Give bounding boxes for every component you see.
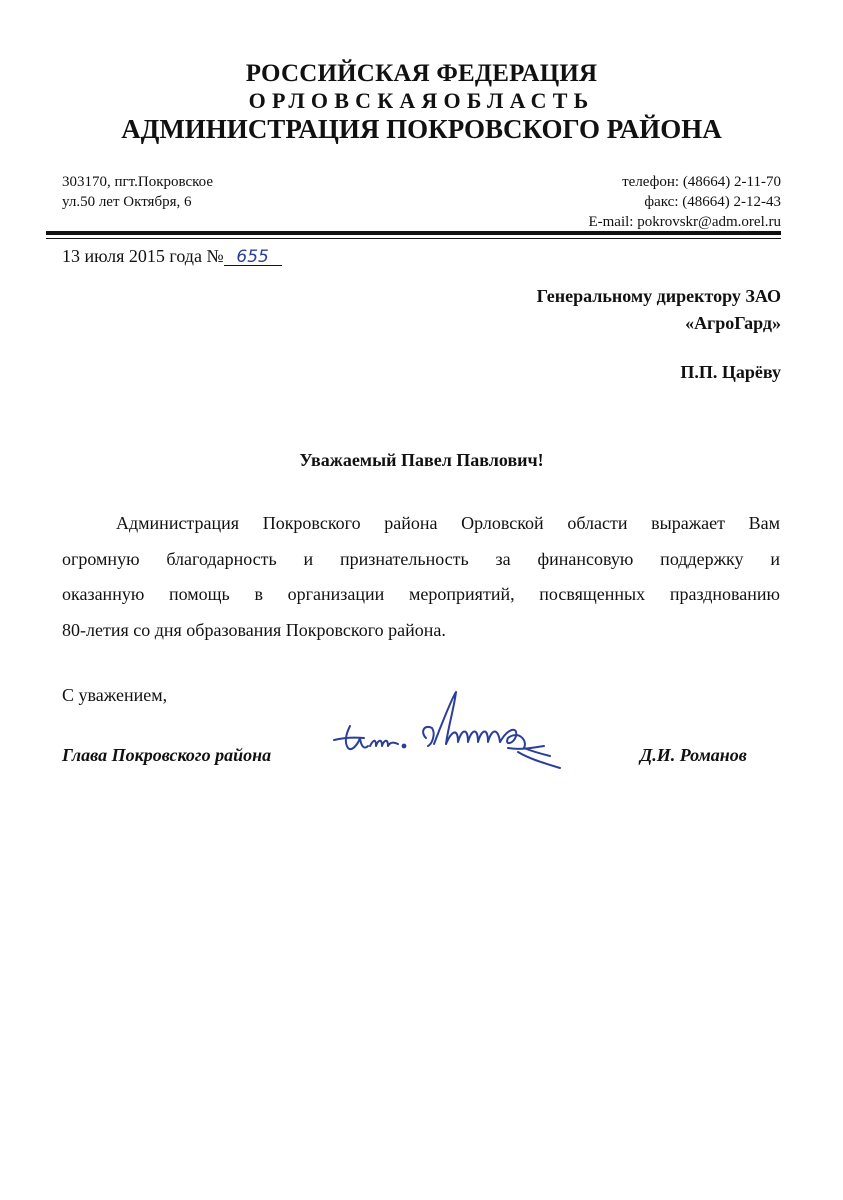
body-line-2: огромную благодарность и признательность за финансовую поддержку и: [62, 548, 780, 569]
sender-contacts: [588, 172, 781, 232]
header-country: РОССИЙСКАЯ ФЕДЕРАЦИЯ: [245, 60, 598, 87]
document-date-line: [62, 246, 282, 267]
body-line-4: 80-летия со дня образования Покровского района.: [62, 619, 446, 640]
recipient-name: П.П. Царёву: [680, 362, 781, 382]
header-divider-thin: [46, 238, 781, 239]
body-line-1: Администрация Покровского района Орловской области выражает Вам: [116, 513, 780, 533]
header-region: ОРЛОВСКАЯОБЛАСТЬ: [248, 88, 595, 113]
document-date: 13 июля 2015 года №: [62, 246, 224, 266]
recipient-block: [537, 283, 781, 337]
email-line: E-mail: pokrovskr@adm.orel.ru: [588, 214, 781, 230]
header-administration: АДМИНИСТРАЦИЯ ПОКРОВСКОГО РАЙОНА: [121, 114, 722, 144]
recipient-company: «АгроГард»: [685, 313, 781, 333]
phone-line: телефон: (48664) 2-11-70: [622, 174, 781, 190]
salutation: Уважаемый Павел Павлович!: [299, 450, 544, 470]
closing-regards: С уважением,: [62, 685, 168, 705]
recipient-position: Генеральному директору ЗАО: [536, 286, 781, 306]
header-divider-thick: [46, 231, 781, 235]
body-line-3: оказанную помощь в организации мероприятий, посвященных празднованию: [62, 584, 780, 604]
signatory-name: Д.И. Романов: [640, 745, 747, 765]
fax-line: факс: (48664) 2-12-43: [644, 194, 781, 210]
handwritten-signature: [328, 688, 574, 778]
address-line-2: ул.50 лет Октября, 6: [62, 194, 192, 210]
letter-body: [62, 506, 780, 648]
address-line-1: 303170, пгт.Покровское: [62, 174, 213, 190]
document-number: 655: [224, 249, 282, 266]
sender-address: [62, 172, 213, 212]
signatory-title: Глава Покровского района: [62, 745, 272, 765]
